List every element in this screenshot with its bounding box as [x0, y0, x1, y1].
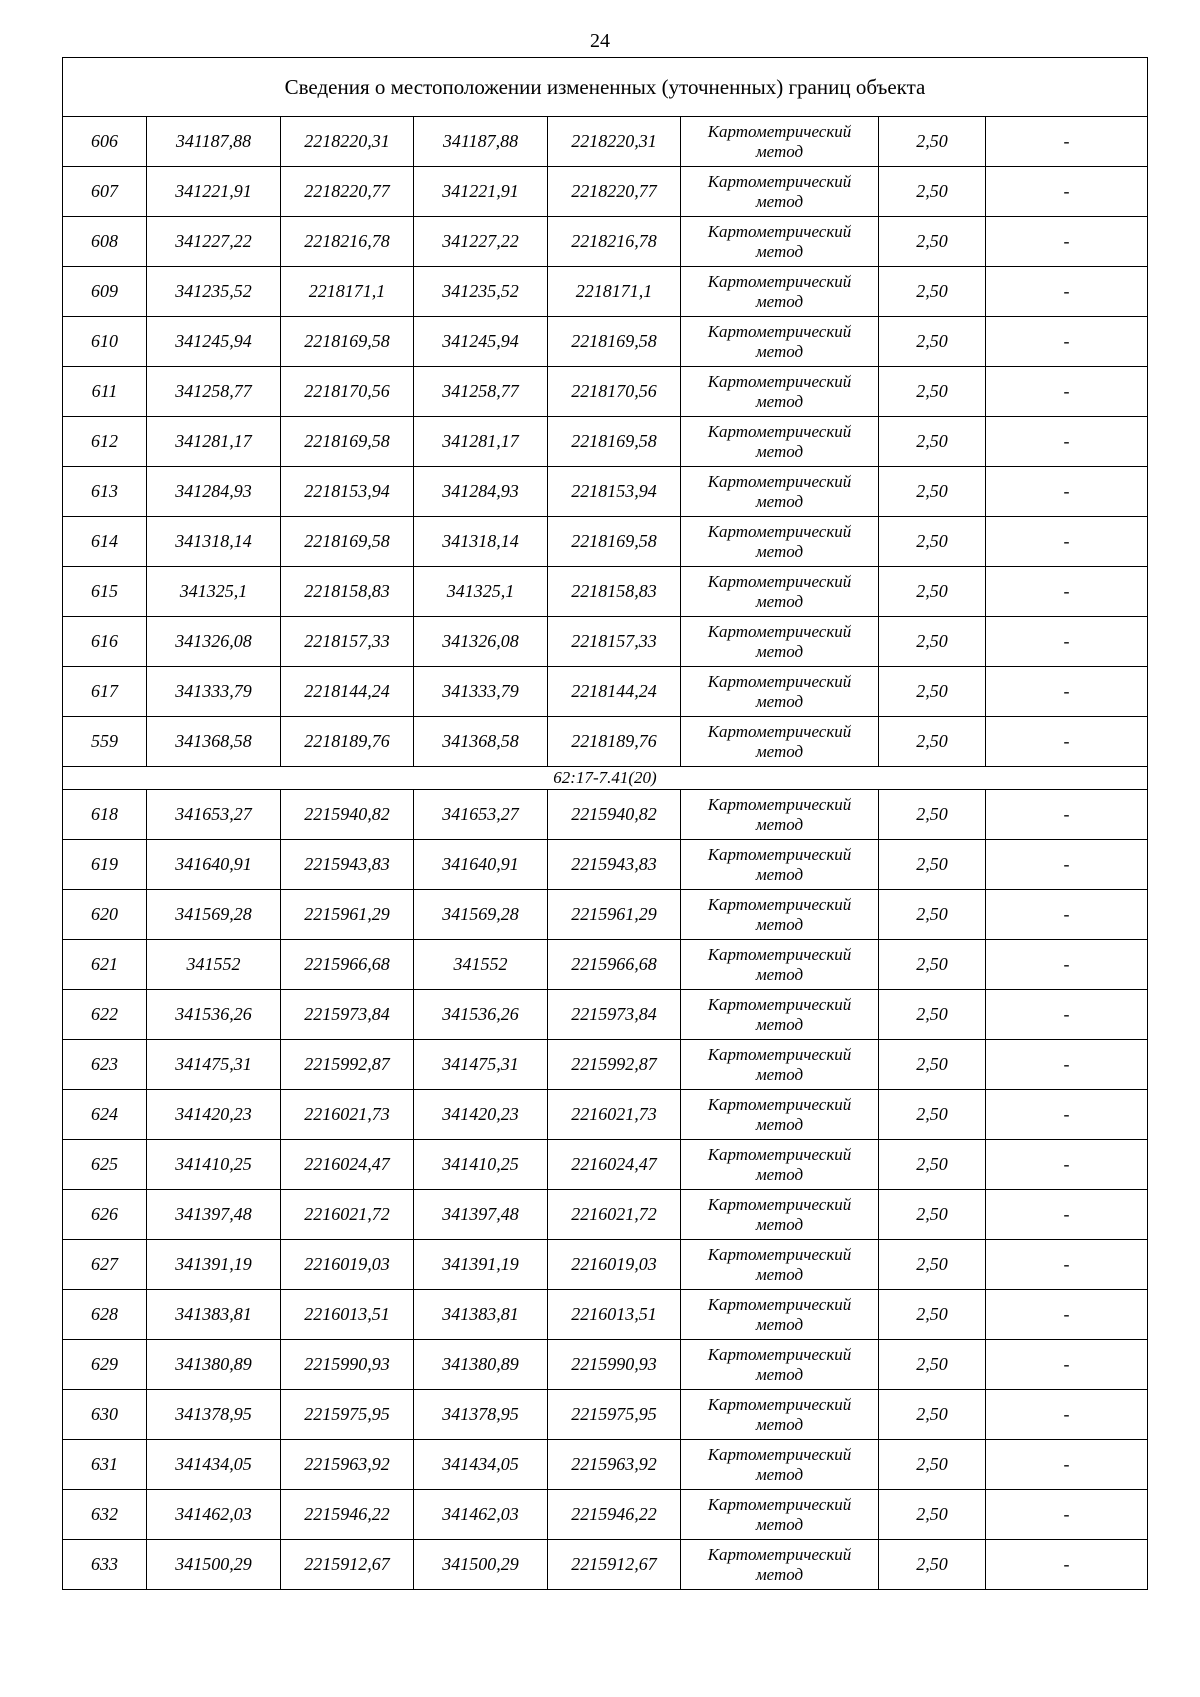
point-number-cell: 606	[63, 117, 147, 167]
y-new-cell: 2216021,72	[548, 1190, 681, 1240]
x-new-cell: 341640,91	[414, 840, 548, 890]
x-existing-cell: 341378,95	[147, 1390, 281, 1440]
method-cell: Картометрический метод	[681, 367, 879, 417]
y-new-cell: 2215990,93	[548, 1340, 681, 1390]
point-number-cell: 609	[63, 267, 147, 317]
point-number-cell: 624	[63, 1090, 147, 1140]
method-cell: Картометрический метод	[681, 267, 879, 317]
x-existing-cell: 341462,03	[147, 1490, 281, 1540]
accuracy-cell: 2,50	[879, 367, 986, 417]
point-number-cell: 617	[63, 667, 147, 717]
description-cell: -	[986, 1140, 1148, 1190]
description-cell: -	[986, 1340, 1148, 1390]
y-existing-cell: 2215990,93	[281, 1340, 414, 1390]
y-new-cell: 2215975,95	[548, 1390, 681, 1440]
x-new-cell: 341281,17	[414, 417, 548, 467]
table-row	[63, 567, 1148, 617]
y-existing-cell: 2215966,68	[281, 940, 414, 990]
point-number-cell: 612	[63, 417, 147, 467]
table-title-row	[63, 58, 1148, 117]
description-cell: -	[986, 1540, 1148, 1590]
x-existing-cell: 341245,94	[147, 317, 281, 367]
description-cell: -	[986, 717, 1148, 767]
table-row	[63, 1290, 1148, 1340]
description-cell: -	[986, 940, 1148, 990]
y-existing-cell: 2215973,84	[281, 990, 414, 1040]
accuracy-cell: 2,50	[879, 167, 986, 217]
method-cell: Картометрический метод	[681, 417, 879, 467]
accuracy-cell: 2,50	[879, 1490, 986, 1540]
method-cell: Картометрический метод	[681, 1040, 879, 1090]
x-existing-cell: 341569,28	[147, 890, 281, 940]
description-cell: -	[986, 890, 1148, 940]
y-new-cell: 2218158,83	[548, 567, 681, 617]
table-title: Сведения о местоположении измененных (уточненных) границ объекта	[63, 58, 1148, 117]
description-cell: -	[986, 1240, 1148, 1290]
accuracy-cell: 2,50	[879, 790, 986, 840]
description-cell: -	[986, 1040, 1148, 1090]
y-new-cell: 2216013,51	[548, 1290, 681, 1340]
x-new-cell: 341325,1	[414, 567, 548, 617]
accuracy-cell: 2,50	[879, 990, 986, 1040]
description-cell: -	[986, 417, 1148, 467]
y-new-cell: 2215912,67	[548, 1540, 681, 1590]
x-existing-cell: 341380,89	[147, 1340, 281, 1390]
table-row	[63, 667, 1148, 717]
method-cell: Картометрический метод	[681, 1340, 879, 1390]
x-new-cell: 341462,03	[414, 1490, 548, 1540]
description-cell: -	[986, 790, 1148, 840]
description-cell: -	[986, 1390, 1148, 1440]
table-row	[63, 1040, 1148, 1090]
x-existing-cell: 341227,22	[147, 217, 281, 267]
y-existing-cell: 2218153,94	[281, 467, 414, 517]
method-cell: Картометрический метод	[681, 790, 879, 840]
description-cell: -	[986, 567, 1148, 617]
table-row	[63, 790, 1148, 840]
x-existing-cell: 341258,77	[147, 367, 281, 417]
description-cell: -	[986, 1490, 1148, 1540]
description-cell: -	[986, 167, 1148, 217]
method-cell: Картометрический метод	[681, 1540, 879, 1590]
y-new-cell: 2218220,77	[548, 167, 681, 217]
y-existing-cell: 2215975,95	[281, 1390, 414, 1440]
table-row	[63, 1440, 1148, 1490]
x-existing-cell: 341187,88	[147, 117, 281, 167]
x-new-cell: 341221,91	[414, 167, 548, 217]
x-new-cell: 341258,77	[414, 367, 548, 417]
table-row	[63, 467, 1148, 517]
y-new-cell: 2215963,92	[548, 1440, 681, 1490]
x-new-cell: 341235,52	[414, 267, 548, 317]
x-existing-cell: 341536,26	[147, 990, 281, 1040]
table-row	[63, 1240, 1148, 1290]
y-new-cell: 2215992,87	[548, 1040, 681, 1090]
table-row	[63, 1340, 1148, 1390]
y-existing-cell: 2215946,22	[281, 1490, 414, 1540]
accuracy-cell: 2,50	[879, 890, 986, 940]
table-row	[63, 890, 1148, 940]
x-new-cell: 341391,19	[414, 1240, 548, 1290]
table-row	[63, 217, 1148, 267]
point-number-cell: 616	[63, 617, 147, 667]
accuracy-cell: 2,50	[879, 667, 986, 717]
y-new-cell: 2215961,29	[548, 890, 681, 940]
y-existing-cell: 2218170,56	[281, 367, 414, 417]
y-existing-cell: 2218189,76	[281, 717, 414, 767]
y-existing-cell: 2218157,33	[281, 617, 414, 667]
point-number-cell: 621	[63, 940, 147, 990]
method-cell: Картометрический метод	[681, 117, 879, 167]
y-new-cell: 2218189,76	[548, 717, 681, 767]
table-row	[63, 1090, 1148, 1140]
y-new-cell: 2215943,83	[548, 840, 681, 890]
x-existing-cell: 341552	[147, 940, 281, 990]
table-row	[63, 990, 1148, 1040]
x-existing-cell: 341333,79	[147, 667, 281, 717]
y-new-cell: 2218144,24	[548, 667, 681, 717]
accuracy-cell: 2,50	[879, 617, 986, 667]
x-existing-cell: 341653,27	[147, 790, 281, 840]
x-new-cell: 341475,31	[414, 1040, 548, 1090]
x-existing-cell: 341475,31	[147, 1040, 281, 1090]
x-existing-cell: 341420,23	[147, 1090, 281, 1140]
x-new-cell: 341227,22	[414, 217, 548, 267]
x-new-cell: 341187,88	[414, 117, 548, 167]
y-new-cell: 2215940,82	[548, 790, 681, 840]
coordinates-table	[62, 57, 1148, 1590]
x-new-cell: 341378,95	[414, 1390, 548, 1440]
y-new-cell: 2218220,31	[548, 117, 681, 167]
accuracy-cell: 2,50	[879, 217, 986, 267]
x-new-cell: 341397,48	[414, 1190, 548, 1240]
x-existing-cell: 341434,05	[147, 1440, 281, 1490]
x-new-cell: 341410,25	[414, 1140, 548, 1190]
y-existing-cell: 2216021,72	[281, 1190, 414, 1240]
point-number-cell: 610	[63, 317, 147, 367]
x-existing-cell: 341368,58	[147, 717, 281, 767]
method-cell: Картометрический метод	[681, 840, 879, 890]
table-row	[63, 1190, 1148, 1240]
method-cell: Картометрический метод	[681, 567, 879, 617]
description-cell: -	[986, 617, 1148, 667]
x-new-cell: 341368,58	[414, 717, 548, 767]
y-existing-cell: 2218171,1	[281, 267, 414, 317]
accuracy-cell: 2,50	[879, 717, 986, 767]
x-existing-cell: 341397,48	[147, 1190, 281, 1240]
x-new-cell: 341536,26	[414, 990, 548, 1040]
point-number-cell: 633	[63, 1540, 147, 1590]
description-cell: -	[986, 467, 1148, 517]
method-cell: Картометрический метод	[681, 517, 879, 567]
table-row	[63, 317, 1148, 367]
x-existing-cell: 341383,81	[147, 1290, 281, 1340]
y-new-cell: 2218169,58	[548, 317, 681, 367]
description-cell: -	[986, 667, 1148, 717]
x-existing-cell: 341410,25	[147, 1140, 281, 1190]
x-new-cell: 341420,23	[414, 1090, 548, 1140]
section-row	[63, 767, 1148, 790]
y-new-cell: 2215946,22	[548, 1490, 681, 1540]
point-number-cell: 619	[63, 840, 147, 890]
page-number: 24	[590, 30, 610, 52]
x-new-cell: 341552	[414, 940, 548, 990]
method-cell: Картометрический метод	[681, 1190, 879, 1240]
x-existing-cell: 341284,93	[147, 467, 281, 517]
method-cell: Картометрический метод	[681, 940, 879, 990]
point-number-cell: 626	[63, 1190, 147, 1240]
method-cell: Картометрический метод	[681, 1090, 879, 1140]
table-row	[63, 267, 1148, 317]
method-cell: Картометрический метод	[681, 717, 879, 767]
description-cell: -	[986, 1290, 1148, 1340]
y-existing-cell: 2218220,31	[281, 117, 414, 167]
accuracy-cell: 2,50	[879, 117, 986, 167]
point-number-cell: 620	[63, 890, 147, 940]
point-number-cell: 613	[63, 467, 147, 517]
point-number-cell: 618	[63, 790, 147, 840]
point-number-cell: 615	[63, 567, 147, 617]
x-existing-cell: 341326,08	[147, 617, 281, 667]
point-number-cell: 622	[63, 990, 147, 1040]
point-number-cell: 611	[63, 367, 147, 417]
method-cell: Картометрический метод	[681, 1140, 879, 1190]
point-number-cell: 623	[63, 1040, 147, 1090]
x-new-cell: 341569,28	[414, 890, 548, 940]
table-row	[63, 367, 1148, 417]
method-cell: Картометрический метод	[681, 1290, 879, 1340]
y-existing-cell: 2218220,77	[281, 167, 414, 217]
x-new-cell: 341434,05	[414, 1440, 548, 1490]
accuracy-cell: 2,50	[879, 467, 986, 517]
point-number-cell: 607	[63, 167, 147, 217]
method-cell: Картометрический метод	[681, 990, 879, 1040]
point-number-cell: 632	[63, 1490, 147, 1540]
description-cell: -	[986, 1190, 1148, 1240]
accuracy-cell: 2,50	[879, 1440, 986, 1490]
table-row	[63, 167, 1148, 217]
method-cell: Картометрический метод	[681, 317, 879, 367]
method-cell: Картометрический метод	[681, 217, 879, 267]
point-number-cell: 629	[63, 1340, 147, 1390]
y-existing-cell: 2218144,24	[281, 667, 414, 717]
table-row	[63, 1140, 1148, 1190]
table-row	[63, 617, 1148, 667]
accuracy-cell: 2,50	[879, 317, 986, 367]
method-cell: Картометрический метод	[681, 890, 879, 940]
y-new-cell: 2218170,56	[548, 367, 681, 417]
description-cell: -	[986, 990, 1148, 1040]
method-cell: Картометрический метод	[681, 1490, 879, 1540]
y-existing-cell: 2216019,03	[281, 1240, 414, 1290]
method-cell: Картометрический метод	[681, 167, 879, 217]
y-new-cell: 2218153,94	[548, 467, 681, 517]
point-number-cell: 608	[63, 217, 147, 267]
y-new-cell: 2218169,58	[548, 517, 681, 567]
accuracy-cell: 2,50	[879, 1190, 986, 1240]
y-new-cell: 2216021,73	[548, 1090, 681, 1140]
table-row	[63, 940, 1148, 990]
x-new-cell: 341653,27	[414, 790, 548, 840]
method-cell: Картометрический метод	[681, 467, 879, 517]
table-row	[63, 1390, 1148, 1440]
y-existing-cell: 2218158,83	[281, 567, 414, 617]
y-existing-cell: 2215963,92	[281, 1440, 414, 1490]
x-existing-cell: 341235,52	[147, 267, 281, 317]
y-existing-cell: 2215943,83	[281, 840, 414, 890]
y-existing-cell: 2216013,51	[281, 1290, 414, 1340]
x-existing-cell: 341281,17	[147, 417, 281, 467]
x-new-cell: 341333,79	[414, 667, 548, 717]
x-new-cell: 341284,93	[414, 467, 548, 517]
y-new-cell: 2218171,1	[548, 267, 681, 317]
x-existing-cell: 341221,91	[147, 167, 281, 217]
y-existing-cell: 2216024,47	[281, 1140, 414, 1190]
accuracy-cell: 2,50	[879, 1390, 986, 1440]
point-number-cell: 614	[63, 517, 147, 567]
x-existing-cell: 341640,91	[147, 840, 281, 890]
x-new-cell: 341500,29	[414, 1540, 548, 1590]
y-new-cell: 2215966,68	[548, 940, 681, 990]
y-new-cell: 2218157,33	[548, 617, 681, 667]
accuracy-cell: 2,50	[879, 267, 986, 317]
point-number-cell: 631	[63, 1440, 147, 1490]
accuracy-cell: 2,50	[879, 417, 986, 467]
description-cell: -	[986, 267, 1148, 317]
description-cell: -	[986, 117, 1148, 167]
table-row	[63, 1540, 1148, 1590]
point-number-cell: 627	[63, 1240, 147, 1290]
x-new-cell: 341326,08	[414, 617, 548, 667]
table-row	[63, 117, 1148, 167]
accuracy-cell: 2,50	[879, 1290, 986, 1340]
table-row	[63, 517, 1148, 567]
description-cell: -	[986, 217, 1148, 267]
y-existing-cell: 2216021,73	[281, 1090, 414, 1140]
accuracy-cell: 2,50	[879, 1140, 986, 1190]
x-new-cell: 341245,94	[414, 317, 548, 367]
table-row	[63, 417, 1148, 467]
description-cell: -	[986, 317, 1148, 367]
y-new-cell: 2216024,47	[548, 1140, 681, 1190]
accuracy-cell: 2,50	[879, 517, 986, 567]
accuracy-cell: 2,50	[879, 940, 986, 990]
section-label: 62:17-7.41(20)	[63, 767, 1148, 790]
x-existing-cell: 341325,1	[147, 567, 281, 617]
y-new-cell: 2218169,58	[548, 417, 681, 467]
method-cell: Картометрический метод	[681, 1390, 879, 1440]
description-cell: -	[986, 517, 1148, 567]
x-new-cell: 341383,81	[414, 1290, 548, 1340]
method-cell: Картометрический метод	[681, 617, 879, 667]
x-existing-cell: 341391,19	[147, 1240, 281, 1290]
y-existing-cell: 2215940,82	[281, 790, 414, 840]
description-cell: -	[986, 1440, 1148, 1490]
y-new-cell: 2218216,78	[548, 217, 681, 267]
description-cell: -	[986, 367, 1148, 417]
x-existing-cell: 341500,29	[147, 1540, 281, 1590]
table-row	[63, 840, 1148, 890]
accuracy-cell: 2,50	[879, 567, 986, 617]
y-existing-cell: 2215961,29	[281, 890, 414, 940]
x-existing-cell: 341318,14	[147, 517, 281, 567]
point-number-cell: 630	[63, 1390, 147, 1440]
table-row	[63, 1490, 1148, 1540]
y-existing-cell: 2218169,58	[281, 317, 414, 367]
y-new-cell: 2215973,84	[548, 990, 681, 1040]
point-number-cell: 625	[63, 1140, 147, 1190]
method-cell: Картометрический метод	[681, 1440, 879, 1490]
method-cell: Картометрический метод	[681, 667, 879, 717]
y-new-cell: 2216019,03	[548, 1240, 681, 1290]
method-cell: Картометрический метод	[681, 1240, 879, 1290]
y-existing-cell: 2215992,87	[281, 1040, 414, 1090]
accuracy-cell: 2,50	[879, 1090, 986, 1140]
table-row	[63, 717, 1148, 767]
y-existing-cell: 2215912,67	[281, 1540, 414, 1590]
x-new-cell: 341380,89	[414, 1340, 548, 1390]
accuracy-cell: 2,50	[879, 1040, 986, 1090]
y-existing-cell: 2218216,78	[281, 217, 414, 267]
point-number-cell: 559	[63, 717, 147, 767]
point-number-cell: 628	[63, 1290, 147, 1340]
description-cell: -	[986, 1090, 1148, 1140]
y-existing-cell: 2218169,58	[281, 417, 414, 467]
y-existing-cell: 2218169,58	[281, 517, 414, 567]
accuracy-cell: 2,50	[879, 840, 986, 890]
description-cell: -	[986, 840, 1148, 890]
accuracy-cell: 2,50	[879, 1540, 986, 1590]
accuracy-cell: 2,50	[879, 1240, 986, 1290]
accuracy-cell: 2,50	[879, 1340, 986, 1390]
x-new-cell: 341318,14	[414, 517, 548, 567]
